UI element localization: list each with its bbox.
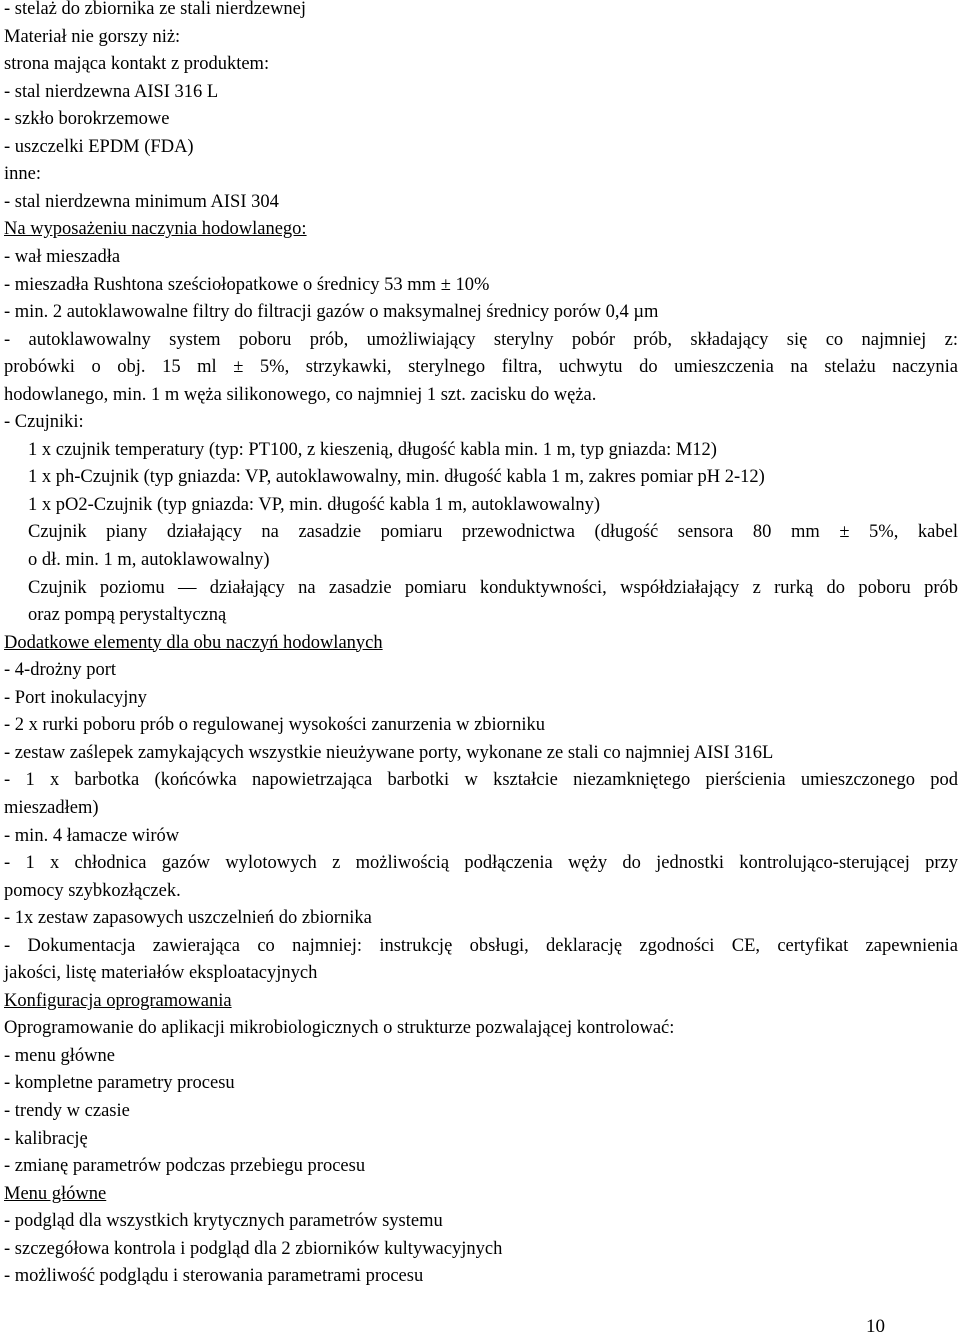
- text-line: - Dokumentacja zawierająca co najmniej: instrukcję obsługi, deklarację zgodności CE, certyfikat zapewnienia: [4, 935, 958, 956]
- text-line: mieszadłem): [4, 797, 99, 818]
- text-line: - stal nierdzewna AISI 316 L: [4, 81, 219, 102]
- text-line: - stelaż do zbiornika ze stali nierdzewnej: [4, 0, 307, 19]
- text-line: oraz pompą perystaltyczną: [28, 605, 227, 626]
- text-line: - kalibrację: [4, 1128, 88, 1149]
- text-line: - kompletne parametry procesu: [4, 1073, 235, 1094]
- text-line: 1 x ph-Czujnik (typ gniazda: VP, autoklawowalny, min. długość kabla 1 m, zakres pomiar pH 2-12): [28, 467, 765, 488]
- text-line: - zmianę parametrów podczas przebiegu procesu: [4, 1156, 366, 1177]
- text-line: - autoklawowalny system poboru prób, umożliwiający sterylny pobór prób, składający się co najmniej z:: [4, 329, 958, 350]
- text-line: - trendy w czasie: [4, 1101, 130, 1121]
- text-line: 1 x pO2-Czujnik (typ gniazda: VP, min. długość kabla 1 m, autoklawowalny): [28, 494, 601, 515]
- section-heading: Konfiguracja oprogramowania: [4, 990, 232, 1011]
- text-line: - szczegółowa kontrola i podgląd dla 2 zbiorników kultywacyjnych: [4, 1238, 503, 1259]
- text-line: o dł. min. 1 m, autoklawowalny): [28, 550, 270, 570]
- text-line: - 1x zestaw zapasowych uszczelnień do zbiornika: [4, 908, 372, 929]
- text-line: - menu główne: [4, 1045, 115, 1066]
- text-line: 1 x czujnik temperatury (typ: PT100, z kieszenią, długość kabla min. 1 m, typ gniazda: M12): [28, 439, 717, 460]
- text-line: Materiał nie gorszy niż:: [4, 26, 181, 47]
- text-line: - uszczelki EPDM (FDA): [4, 136, 194, 157]
- text-line: - 4-drożny port: [4, 660, 116, 681]
- text-line: probówki o obj. 15 ml ± 5%, strzykawki, sterylnego filtra, uchwytu do umieszczenia na stelażu naczynia: [4, 357, 958, 378]
- text-line: - min. 2 autoklawowalne filtry do filtracji gazów o maksymalnej średnicy porów 0,4 µm: [4, 302, 659, 323]
- section-heading: Dodatkowe elementy dla obu naczyń hodowlanych: [4, 632, 383, 653]
- text-line: strona mająca kontakt z produktem:: [4, 54, 270, 75]
- text-line: - 2 x rurki poboru prób o regulowanej wysokości zanurzenia w zbiorniku: [4, 715, 545, 736]
- text-line: pomocy szybkozłączek.: [4, 880, 181, 901]
- text-line: - szkło borokrzemowe: [4, 109, 170, 130]
- text-line: - min. 4 łamacze wirów: [4, 825, 180, 846]
- page-number: 10: [866, 1316, 885, 1337]
- text-line: - zestaw zaślepek zamykających wszystkie nieużywane porty, wykonane ze stali co najmniej AISI 316L: [4, 742, 774, 763]
- text-line: - Port inokulacyjny: [4, 687, 147, 708]
- text-line: - Czujniki:: [4, 412, 84, 433]
- text-line: Oprogramowanie do aplikacji mikrobiologicznych o strukturze pozwalającej kontrolować:: [4, 1018, 675, 1039]
- text-line: - możliwość podglądu i sterowania parametrami procesu: [4, 1266, 424, 1287]
- text-line: - podgląd dla wszystkich krytycznych parametrów systemu: [4, 1211, 443, 1232]
- section-heading: Na wyposażeniu naczynia hodowlanego:: [4, 219, 307, 240]
- text-line: inne:: [4, 164, 41, 185]
- text-line: - 1 x chłodnica gazów wylotowych z możliwością podłączenia węży do jednostki kontrolująco-sterującej przy: [4, 853, 958, 874]
- text-line: Czujnik poziomu — działający na zasadzie pomiaru konduktywności, współdziałający z rurką do poboru prób: [28, 577, 958, 598]
- text-line: jakości, listę materiałów eksploatacyjnych: [4, 963, 318, 984]
- text-line: - stal nierdzewna minimum AISI 304: [4, 191, 279, 212]
- text-line: hodowlanego, min. 1 m węża silikonowego, co najmniej 1 szt. zacisku do węża.: [4, 384, 597, 405]
- text-line: - mieszadła Rushtona sześciołopatkowe o średnicy 53 mm ± 10%: [4, 274, 490, 295]
- text-line: - 1 x barbotka (końcówka napowietrzająca barbotki w kształcie niezamkniętego pierścienia umieszczonego pod: [4, 770, 958, 791]
- text-line: - wał mieszadła: [4, 246, 121, 267]
- section-heading: Menu główne: [4, 1183, 107, 1204]
- text-line: Czujnik piany działający na zasadzie pomiaru przewodnictwa (długość sensora 80 mm ± 5%, kabel: [28, 522, 958, 543]
